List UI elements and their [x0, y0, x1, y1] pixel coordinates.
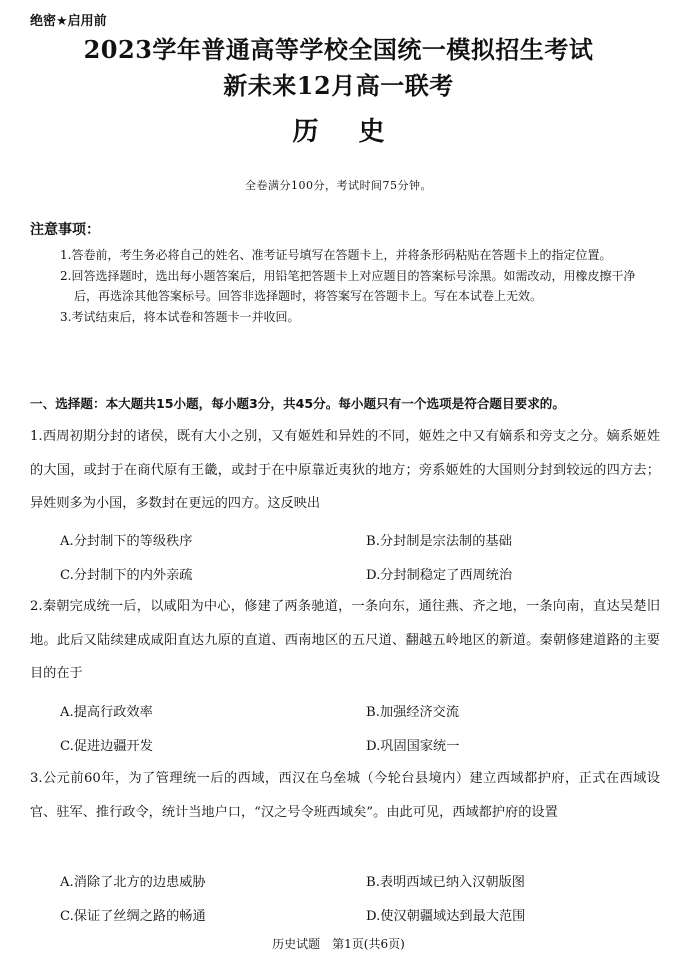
question-stem: 3.公元前60年，为了管理统一后的西域，西汉在乌垒城（今轮台县境内）建立西域都护府，正式在西域设官、驻军、推行政令，统计当地户口，“汉之号令班西域矣”。由此可见，西域都护府的设置 [30, 771, 660, 820]
question-stem: 2.秦朝完成统一后，以咸阳为中心，修建了两条驰道，一条向东，通往燕、齐之地，一条向南，直达吴楚旧地。此后又陆续建成咸阳直达九原的直道、西南地区的五尺道、翻越五岭地区的新道。秦朝修建道路的主要目的在于 [30, 599, 660, 681]
question-2 [30, 590, 660, 691]
question-stem: 1.西周初期分封的诸侯，既有大小之别，又有姬姓和异姓的不同，姬姓之中又有嫡系和旁支之分。嫡系姬姓的大国，或封于在商代原有王畿，或封于在中原靠近夷狄的地方；旁系姬姓的大国则分封到较远的四方去；异姓则多为小国，多数封在更远的四方。这反映出 [30, 429, 660, 511]
option-b: B.表明西域已纳入汉朝版图 [366, 875, 525, 890]
notice-item: 3.考试结束后，将本试卷和答题卡一并收回。 [60, 309, 300, 324]
notice-item: 1.答卷前，考生务必将自己的姓名、准考证号填写在答题卡上，并将条形码粘贴在答题卡上的指定位置。 [60, 248, 612, 262]
exam-subtitle: 新未来12月高一联考 [223, 71, 454, 100]
question-1 [30, 420, 660, 521]
score-info: 全卷满分100分，考试时间75分钟。 [245, 179, 432, 192]
notice-item: 2.回答选择题时，选出每小题答案后，用铅笔把答题卡上对应题目的答案标号涂黑。如需改动，用橡皮擦干净后，再选涂其他答案标号。回答非选择题时，将答案写在答题卡上。写在本试卷上无效。 [60, 268, 636, 303]
notice-title: 注意事项： [30, 222, 100, 238]
option-a: A.提高行政效率 [60, 705, 153, 720]
subject-title: 历史 [292, 117, 425, 147]
option-b: B.分封制是宗法制的基础 [366, 534, 512, 549]
option-c: C.促进边疆开发 [60, 739, 153, 754]
exam-title: 2023学年普通高等学校全国统一模拟招生考试 [83, 35, 594, 64]
option-c: C.分封制下的内外亲疏 [60, 568, 193, 583]
option-c: C.保证了丝绸之路的畅通 [60, 909, 206, 924]
notice-list [60, 245, 650, 327]
page-footer: 历史试题 第1页(共6页) [272, 937, 405, 951]
option-d: D.使汉朝疆域达到最大范围 [366, 909, 526, 924]
question-3 [30, 762, 660, 829]
confidential-label: 绝密★启用前 [30, 14, 107, 29]
option-d: D.分封制稳定了西周统治 [366, 568, 513, 583]
section-heading: 一、选择题：本大题共15小题，每小题3分，共45分。每小题只有一个选项是符合题目要求的。 [30, 396, 565, 411]
option-d: D.巩固国家统一 [366, 739, 460, 754]
option-b: B.加强经济交流 [366, 705, 460, 720]
option-a: A.消除了北方的边患威胁 [60, 875, 206, 890]
option-a: A.分封制下的等级秩序 [60, 534, 193, 549]
